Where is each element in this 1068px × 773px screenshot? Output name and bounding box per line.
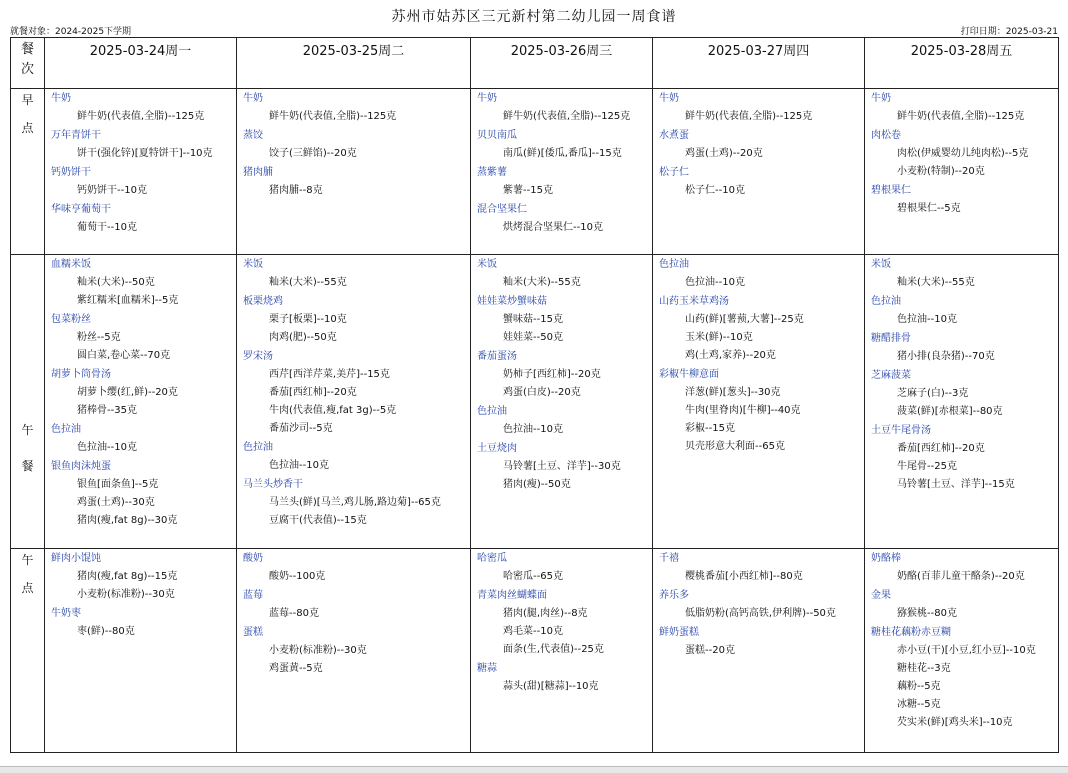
ingredient-line: 冰糖--5克 (897, 699, 941, 710)
dish-name: 水煮蛋 (659, 130, 689, 141)
meal-column-header (11, 38, 45, 89)
ingredient-line: 马铃薯[土豆、洋芋]--30克 (503, 461, 621, 472)
dish-name: 混合坚果仁 (477, 204, 527, 215)
ingredient-line: 牛肉(里脊肉)[牛柳]--40克 (685, 405, 801, 416)
dish-name: 土豆牛尾骨汤 (871, 425, 931, 436)
ingredient-line: 枣(鲜)--80克 (77, 626, 135, 637)
meal-label-cell (11, 255, 45, 549)
ingredient-line: 娃娃菜--50克 (503, 332, 563, 343)
ingredient-line: 鲜牛奶(代表值,全脂)--125克 (269, 111, 397, 122)
dish-name: 华味亨葡萄干 (51, 204, 111, 215)
ingredient-line: 牛尾骨--25克 (897, 461, 957, 472)
day-header: 2025-03-27周四 (653, 38, 865, 89)
dish-name: 娃娃菜炒蟹味菇 (477, 296, 547, 307)
dish-name: 金果 (871, 590, 891, 601)
menu-cell (45, 89, 237, 255)
ingredient-line: 奶酪(百菲儿童干酪条)--20克 (897, 571, 1025, 582)
dish-name: 鲜奶蛋糕 (659, 627, 699, 638)
dish-name: 奶酪棒 (871, 553, 901, 564)
ingredient-line: 肉松(伊威婴幼儿纯肉松)--5克 (897, 148, 1029, 159)
menu-cell (471, 255, 653, 549)
ingredient-line: 番茄[西红柿]--20克 (269, 387, 357, 398)
ingredient-line: 猪肉(瘦)--50克 (503, 479, 571, 490)
meal-label-cell (11, 549, 45, 753)
menu-cell (237, 89, 471, 255)
ingredient-line: 鲜牛奶(代表值,全脂)--125克 (503, 111, 631, 122)
ingredient-line: 鸡蛋(土鸡)--30克 (77, 497, 155, 508)
ingredient-line: 马铃薯[土豆、洋芋]--15克 (897, 479, 1015, 490)
day-header: 2025-03-28周五 (865, 38, 1059, 89)
meal-row (11, 255, 1059, 549)
meal-label-char: 早 (21, 93, 34, 107)
ingredient-line: 蟹味菇--15克 (503, 314, 563, 325)
ingredient-line: 紫薯--15克 (503, 185, 553, 196)
dish-name: 银鱼肉沫炖蛋 (51, 461, 111, 472)
dish-name: 糖桂花藕粉赤豆糊 (871, 627, 951, 638)
ingredient-line: 玉米(鲜)--10克 (685, 332, 753, 343)
dish-name: 色拉油 (243, 442, 273, 453)
ingredient-line: 面条(生,代表值)--25克 (503, 644, 604, 655)
dish-name: 彩椒牛柳意面 (659, 369, 719, 380)
dish-name: 猪肉脯 (243, 167, 273, 178)
ingredient-line: 鸡蛋(土鸡)--20克 (685, 148, 763, 159)
dish-name: 鲜肉小馄饨 (51, 553, 101, 564)
ingredient-line: 樱桃番茄[小西红柿]--80克 (685, 571, 803, 582)
ingredient-line: 银鱼[面条鱼]--5克 (77, 479, 159, 490)
ingredient-line: 猕猴桃--80克 (897, 608, 957, 619)
dish-name: 米饭 (477, 259, 497, 270)
header-row (11, 38, 1059, 89)
ingredient-line: 贝壳形意大利面--65克 (685, 441, 785, 452)
ingredient-line: 藕粉--5克 (897, 681, 941, 692)
ingredient-line: 马兰头(鲜)[马兰,鸡儿肠,路边菊]--65克 (269, 497, 441, 508)
dish-name: 番茄蛋汤 (477, 351, 517, 362)
meal-label-char: 点 (21, 121, 34, 135)
ingredient-line: 猪小排(良杂猪)--70克 (897, 351, 995, 362)
ingredient-line: 小麦粉(标准粉)--30克 (77, 589, 175, 600)
meal-label-cell (11, 89, 45, 255)
dish-name: 色拉油 (51, 424, 81, 435)
ingredient-line: 紫红糯米[血糯米]--5克 (77, 295, 179, 306)
ingredient-line: 色拉油--10克 (897, 314, 957, 325)
menu-cell (653, 89, 865, 255)
ingredient-line: 豆腐干(代表值)--15克 (269, 515, 367, 526)
ingredient-line: 番茄沙司--5克 (269, 423, 333, 434)
dish-name: 血糯米饭 (51, 259, 91, 270)
dish-name: 蓝莓 (243, 590, 263, 601)
menu-cell (45, 549, 237, 753)
dish-name: 牛奶 (243, 93, 263, 104)
ingredient-line: 色拉油--10克 (77, 442, 137, 453)
meal-label-char: 午 (21, 423, 34, 437)
menu-cell (45, 255, 237, 549)
menu-cell (471, 89, 653, 255)
dish-name: 碧根果仁 (871, 185, 911, 196)
ingredient-line: 牛肉(代表值,瘦,fat 3g)--5克 (269, 405, 397, 416)
meal-header-char: 次 (20, 62, 34, 77)
dish-name: 罗宋汤 (243, 351, 273, 362)
ingredient-line: 山药(鲜)[薯蓣,大薯]--25克 (685, 314, 804, 325)
ingredient-line: 鸡蛋(白皮)--20克 (503, 387, 581, 398)
dish-name: 松子仁 (659, 167, 689, 178)
dish-name: 芝麻菠菜 (871, 370, 911, 381)
ingredient-line: 蒜头(甜)[糖蒜]--10克 (503, 681, 599, 692)
ingredient-line: 栗子[板栗]--10克 (269, 314, 347, 325)
dish-name: 哈密瓜 (477, 553, 507, 564)
ingredient-line: 饺子(三鲜馅)--20克 (269, 148, 357, 159)
ingredient-line: 胡萝卜缨(红,鲜)--20克 (77, 387, 178, 398)
page-title: 苏州市姑苏区三元新村第二幼儿园一周食谱 (391, 9, 677, 25)
ingredient-line: 芝麻子(白)--3克 (897, 388, 969, 399)
ingredient-line: 彩椒--15克 (685, 423, 735, 434)
ingredient-line: 碧根果仁--5克 (897, 203, 961, 214)
ingredient-line: 松子仁--10克 (685, 185, 745, 196)
dish-name: 青菜肉丝蝴蝶面 (477, 590, 547, 601)
menu-cell (471, 549, 653, 753)
dish-name: 肉松卷 (871, 130, 901, 141)
dish-name: 贝贝南瓜 (477, 130, 517, 141)
dish-name: 万年青饼干 (51, 130, 101, 141)
ingredient-line: 鸡蛋黄--5克 (269, 663, 323, 674)
ingredient-line: 糖桂花--3克 (897, 663, 951, 674)
ingredient-line: 饼干(强化锌)[夏特饼干]--10克 (77, 148, 213, 159)
ingredient-line: 色拉油--10克 (685, 277, 745, 288)
dish-name: 牛奶枣 (51, 608, 81, 619)
ingredient-line: 钙奶饼干--10克 (77, 185, 147, 196)
ingredient-line: 蓝莓--80克 (269, 608, 319, 619)
ingredient-line: 猪肉脯--8克 (269, 185, 323, 196)
menu-cell (865, 255, 1059, 549)
ingredient-line: 籼米(大米)--55克 (897, 277, 975, 288)
status-bar (0, 766, 1068, 773)
ingredient-line: 色拉油--10克 (503, 424, 563, 435)
meal-row (11, 549, 1059, 753)
ingredient-line: 葡萄干--10克 (77, 222, 137, 233)
dish-name: 牛奶 (477, 93, 497, 104)
meal-label-char: 午 (21, 553, 34, 567)
ingredient-line: 芡实米(鲜)[鸡头米]--10克 (897, 717, 1013, 728)
ingredient-line: 低脂奶粉(高钙高铁,伊利牌)--50克 (685, 608, 836, 619)
ingredient-line: 菠菜(鲜)[赤根菜]--80克 (897, 406, 1003, 417)
ingredient-line: 鸡(土鸡,家养)--20克 (685, 350, 776, 361)
dish-name: 色拉油 (659, 259, 689, 270)
day-header: 2025-03-26周三 (471, 38, 653, 89)
ingredient-line: 猪肉(瘦,fat 8g)--15克 (77, 571, 178, 582)
ingredient-line: 番茄[西红柿]--20克 (897, 443, 985, 454)
ingredient-line: 鲜牛奶(代表值,全脂)--125克 (77, 111, 205, 122)
dish-name: 马兰头炒香干 (243, 479, 303, 490)
ingredient-line: 烘烤混合坚果仁--10克 (503, 222, 603, 233)
dish-name: 蒸紫薯 (477, 167, 507, 178)
ingredient-line: 洋葱(鲜)[葱头]--30克 (685, 387, 781, 398)
dish-name: 米饭 (243, 259, 263, 270)
dish-name: 色拉油 (477, 406, 507, 417)
ingredient-line: 粉丝--5克 (77, 332, 121, 343)
ingredient-line: 猪棒骨--35克 (77, 405, 137, 416)
dish-name: 牛奶 (51, 93, 71, 104)
dish-name: 酸奶 (243, 553, 263, 564)
menu-cell (865, 89, 1059, 255)
dish-name: 包菜粉丝 (51, 314, 91, 325)
dish-name: 土豆烧肉 (477, 443, 517, 454)
ingredient-line: 鸡毛菜--10克 (503, 626, 563, 637)
ingredient-line: 鲜牛奶(代表值,全脂)--125克 (685, 111, 813, 122)
print-date-label: 打印日期：2025-03-21 (960, 27, 1058, 37)
dish-name: 米饭 (871, 259, 891, 270)
ingredient-line: 籼米(大米)--55克 (269, 277, 347, 288)
dish-name: 糖蒜 (477, 663, 497, 674)
ingredient-line: 鲜牛奶(代表值,全脂)--125克 (897, 111, 1025, 122)
menu-cell (237, 255, 471, 549)
ingredient-line: 南瓜(鲜)[倭瓜,番瓜]--15克 (503, 148, 622, 159)
dish-name: 山药玉米草鸡汤 (659, 296, 729, 307)
ingredient-line: 籼米(大米)--55克 (503, 277, 581, 288)
dish-name: 色拉油 (871, 296, 901, 307)
ingredient-line: 猪肉(瘦,fat 8g)--30克 (77, 515, 178, 526)
dish-name: 胡萝卜筒骨汤 (51, 369, 111, 380)
meal-label-char: 点 (21, 581, 34, 595)
dish-name: 蛋糕 (243, 627, 263, 638)
menu-cell (237, 549, 471, 753)
day-header: 2025-03-24周一 (45, 38, 237, 89)
ingredient-line: 肉鸡(肥)--50克 (269, 332, 337, 343)
ingredient-line: 色拉油--10克 (269, 460, 329, 471)
ingredient-line: 西芹[西洋芹菜,美芹]--15克 (269, 369, 390, 380)
meal-label-char: 餐 (21, 459, 34, 473)
ingredient-line: 小麦粉(标准粉)--30克 (269, 645, 367, 656)
ingredient-line: 猪肉(腿,肉丝)--8克 (503, 608, 588, 619)
dish-name: 养乐多 (659, 590, 689, 601)
menu-cell (653, 549, 865, 753)
ingredient-line: 奶柿子[西红柿]--20克 (503, 369, 601, 380)
menu-cell (865, 549, 1059, 753)
ingredient-line: 哈密瓜--65克 (503, 571, 563, 582)
dining-target-label: 就餐对象：2024-2025下学期 (10, 27, 132, 37)
ingredient-line: 酸奶--100克 (269, 571, 326, 582)
dish-name: 牛奶 (871, 93, 891, 104)
day-header: 2025-03-25周二 (237, 38, 471, 89)
dish-name: 钙奶饼干 (51, 167, 91, 178)
weekly-menu-table (10, 37, 1059, 753)
ingredient-line: 蛋糕--20克 (685, 645, 735, 656)
dish-name: 蒸饺 (243, 130, 263, 141)
ingredient-line: 圆白菜,卷心菜--70克 (77, 350, 171, 361)
dish-name: 千禧 (659, 553, 679, 564)
ingredient-line: 赤小豆(干)[小豆,红小豆]--10克 (897, 645, 1036, 656)
dish-name: 糖醋排骨 (871, 333, 911, 344)
menu-cell (653, 255, 865, 549)
meal-header-char: 餐 (20, 42, 34, 57)
dish-name: 牛奶 (659, 93, 679, 104)
dish-name: 板栗烧鸡 (243, 296, 283, 307)
meal-row (11, 89, 1059, 255)
ingredient-line: 籼米(大米)--50克 (77, 277, 155, 288)
ingredient-line: 小麦粉(特制)--20克 (897, 166, 985, 177)
